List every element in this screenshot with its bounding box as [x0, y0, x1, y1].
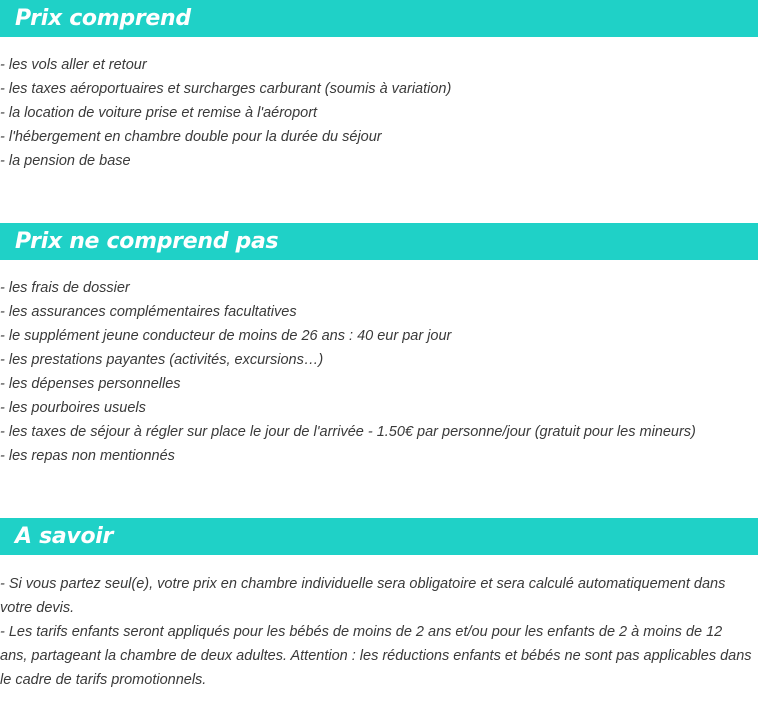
list-item: - les pourboires usuels [0, 400, 146, 416]
price-includes-title: Prix comprend [15, 5, 191, 31]
price-includes-header [0, 0, 758, 37]
good-to-know-list [0, 572, 758, 692]
list-item: - les assurances complémentaires facultatives [0, 304, 297, 320]
list-item: - Si vous partez seul(e), votre prix en chambre individuelle sera obligatoire et sera calculé automatiquement dans votre devis. [0, 576, 726, 616]
list-item: - l'hébergement en chambre double pour la durée du séjour [0, 129, 382, 145]
price-excludes-section [0, 223, 758, 468]
price-includes-list [0, 53, 758, 173]
price-includes-section [0, 0, 758, 173]
list-item: - les dépenses personnelles [0, 376, 181, 392]
good-to-know-section [0, 518, 758, 692]
list-item: - les taxes aéroportuaires et surcharges carburant (soumis à variation) [0, 81, 452, 97]
list-item: - Les tarifs enfants seront appliqués pour les bébés de moins de 2 ans et/ou pour les enfants de 2 à moins de 12 ans, partageant la chambre de deux adultes. Attention : les réductions enfants et bébés ne sont pas applicables dans le cadre de tarifs promotionnels. [0, 624, 752, 688]
good-to-know-header [0, 518, 758, 555]
price-excludes-list [0, 276, 758, 468]
list-item: - les frais de dossier [0, 280, 130, 296]
list-item: - les vols aller et retour [0, 57, 147, 73]
list-item: - les taxes de séjour à régler sur place le jour de l'arrivée - 1.50€ par personne/jour (gratuit pour les mineurs) [0, 424, 696, 440]
good-to-know-title: A savoir [15, 523, 114, 549]
price-excludes-header [0, 223, 758, 260]
list-item: - le supplément jeune conducteur de moins de 26 ans : 40 eur par jour [0, 328, 452, 344]
list-item: - les prestations payantes (activités, excursions…) [0, 352, 324, 368]
list-item: - les repas non mentionnés [0, 448, 175, 464]
price-excludes-title: Prix ne comprend pas [15, 228, 279, 254]
list-item: - la location de voiture prise et remise à l'aéroport [0, 105, 318, 121]
list-item: - la pension de base [0, 153, 131, 169]
